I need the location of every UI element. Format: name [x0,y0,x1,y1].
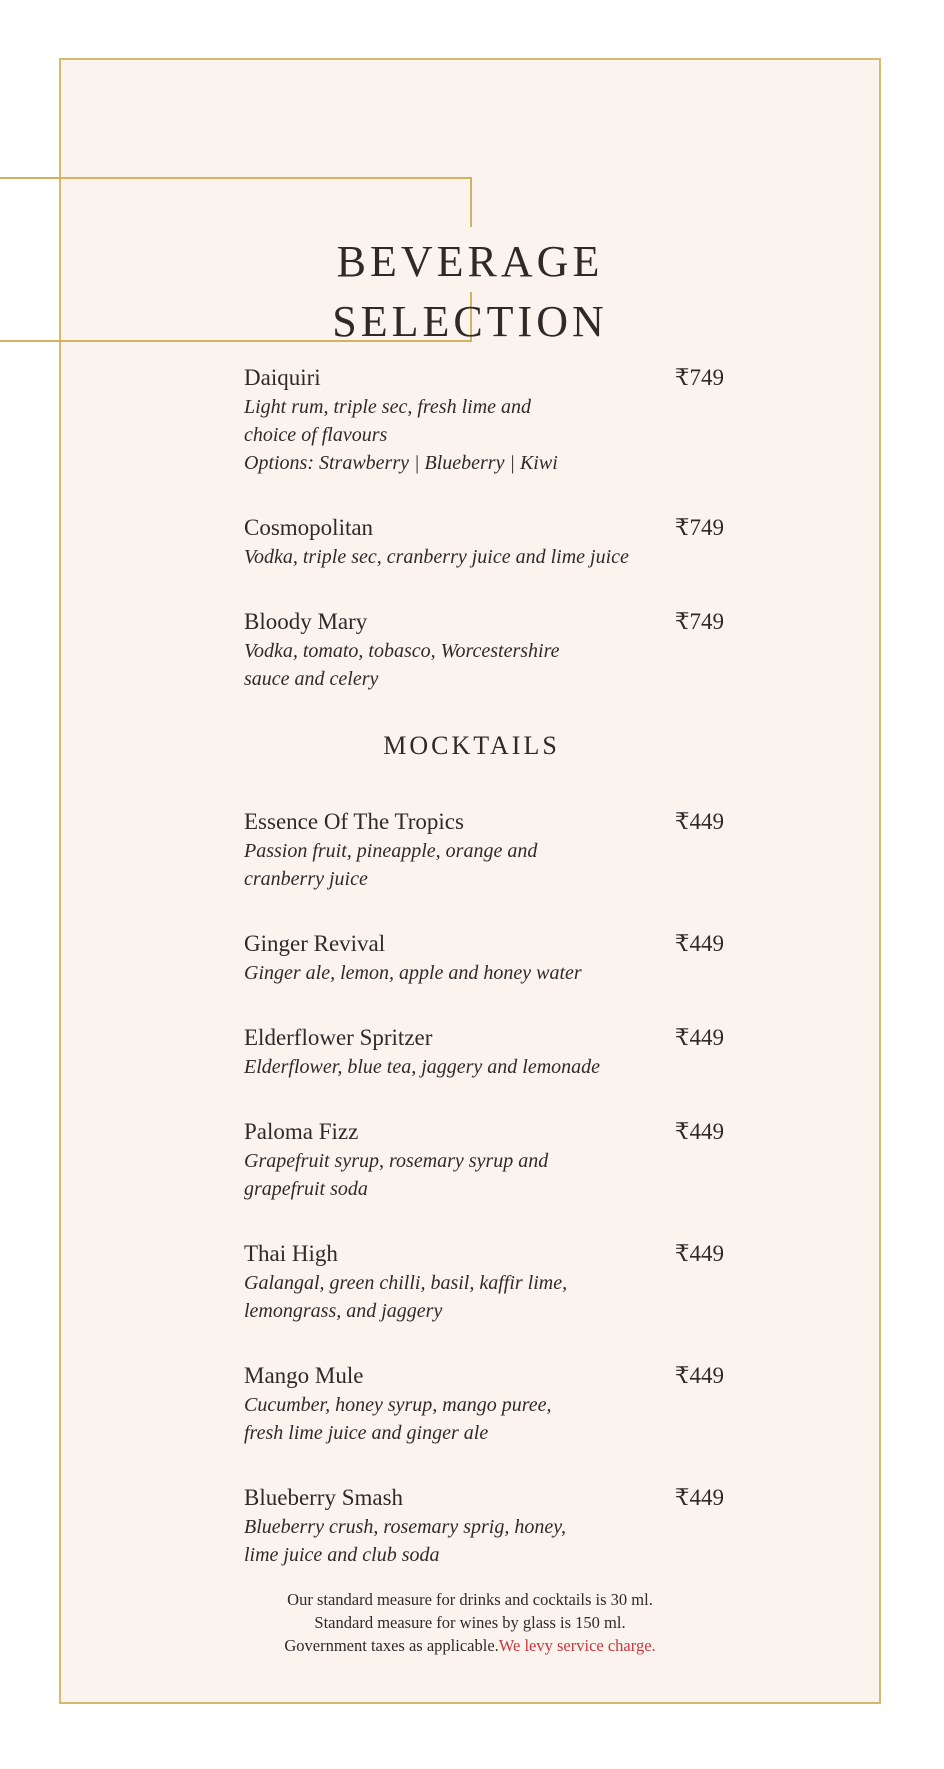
menu-item-paloma-fizz [244,1117,724,1203]
menu-item-essence-of-the-tropics [244,807,724,893]
item-description: Elderflower, blue tea, jaggery and lemonade [244,1056,601,1078]
item-name: Daiquiri [244,365,321,390]
item-name: Ginger Revival [244,931,386,956]
item-price: ₹449 [674,1241,724,1266]
item-price: ₹449 [674,1025,724,1050]
item-name: Paloma Fizz [244,1119,359,1144]
menu-item-thai-high [244,1239,724,1325]
item-description: Passion fruit, pineapple, orange and cranberry juice [244,840,538,890]
mocktails-heading: MOCKTAILS [383,731,560,760]
item-name: Mango Mule [244,1363,364,1388]
item-description: Light rum, triple sec, fresh lime and choice of flavours Options: Strawberry | Blueberry | Kiwi [244,396,558,474]
item-name: Cosmopolitan [244,515,374,540]
menu-items [244,363,724,1605]
menu-item-blueberry-smash [244,1483,724,1569]
item-price: ₹449 [674,1485,724,1510]
footer-notes [59,1588,881,1657]
item-price: ₹449 [674,809,724,834]
title-frame-top-line [0,177,472,179]
item-price: ₹449 [674,1363,724,1388]
footer-line-measure-wine: Standard measure for wines by glass is 150 ml. [314,1613,626,1632]
item-name: Essence Of The Tropics [244,809,464,834]
footer-taxes-text: Government taxes as applicable. [284,1636,499,1655]
item-price: ₹449 [674,931,724,956]
item-description: Blueberry crush, rosemary sprig, honey, lime juice and club soda [244,1516,566,1566]
title-frame-right-upper-line [470,177,472,227]
menu-item-ginger-revival [244,929,724,987]
item-name: Blueberry Smash [244,1485,404,1510]
item-name: Thai High [244,1241,338,1266]
menu-item-cosmopolitan [244,513,724,571]
footer-line-measure-drinks: Our standard measure for drinks and cocktails is 30 ml. [287,1590,653,1609]
item-description: Grapefruit syrup, rosemary syrup and grapefruit soda [244,1150,549,1200]
footer-service-charge-text: We levy service charge. [498,1636,656,1655]
item-name: Elderflower Spritzer [244,1025,433,1050]
item-description: Galangal, green chilli, basil, kaffir lime, lemongrass, and jaggery [244,1272,568,1322]
item-description: Ginger ale, lemon, apple and honey water [244,962,582,984]
item-description: Cucumber, honey syrup, mango puree, fresh lime juice and ginger ale [244,1394,552,1444]
item-description: Vodka, triple sec, cranberry juice and lime juice [244,546,629,568]
menu-item-elderflower-spritzer [244,1023,724,1081]
menu-item-mango-mule [244,1361,724,1447]
item-name: Bloody Mary [244,609,368,634]
item-price: ₹749 [674,609,724,634]
item-price: ₹749 [674,365,724,390]
footer-line-taxes [59,1634,881,1657]
menu-item-daiquiri [244,363,724,477]
item-price: ₹449 [674,1119,724,1144]
menu-item-bloody-mary [244,607,724,693]
item-price: ₹749 [674,515,724,540]
item-description: Vodka, tomato, tobasco, Worcestershire sauce and celery [244,640,560,690]
page-title: BEVERAGE SELECTION [332,237,608,346]
